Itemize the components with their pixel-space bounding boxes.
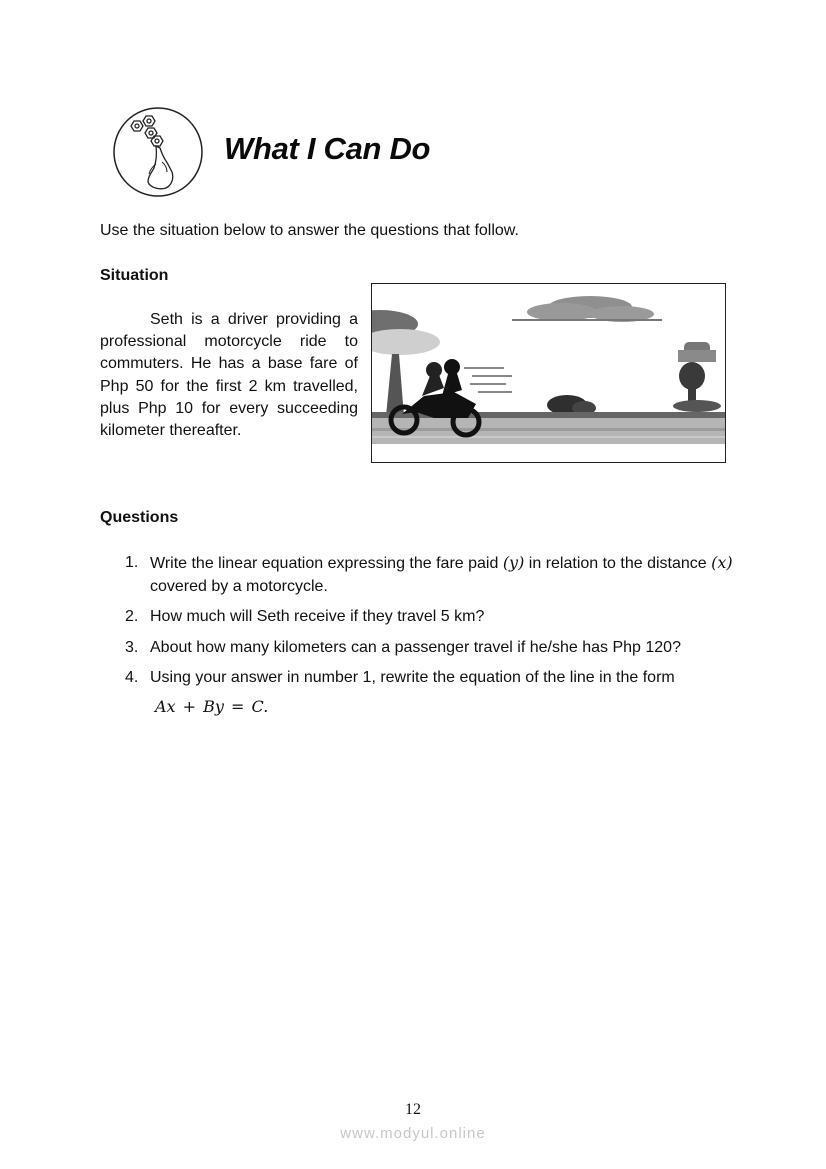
motorcycle-illustration — [371, 283, 726, 463]
question-number: 3. — [125, 638, 139, 656]
equation-form: Ax + By = C. — [155, 697, 269, 716]
question-text: About how many kilometers can a passenger travel if he/she has Php 120? — [150, 638, 681, 656]
question-item — [100, 667, 740, 690]
math-variable-y: (y) — [502, 553, 525, 572]
question-text: in relation to the distance — [524, 555, 712, 572]
watermark: www.modyul.online — [340, 1125, 486, 1142]
intro-text: Use the situation below to answer the questions that follow. — [100, 222, 519, 239]
what-i-can-do-icon — [112, 106, 204, 198]
question-item — [100, 637, 740, 660]
question-text: Using your answer in number 1, rewrite the equation of the line in the form — [150, 669, 675, 686]
question-number: 2. — [125, 608, 139, 625]
question-number: 1. — [125, 554, 139, 571]
situation-heading: Situation — [100, 267, 169, 284]
questions-list — [100, 552, 740, 698]
question-text: Write the linear equation expressing the fare paid — [150, 555, 503, 572]
page-number: 12 — [405, 1101, 421, 1118]
question-text: How much will Seth receive if they travel 5 km? — [150, 608, 485, 625]
question-item — [100, 606, 740, 629]
page-title: What I Can Do — [224, 131, 431, 166]
questions-heading: Questions — [100, 509, 179, 526]
question-number: 4. — [125, 669, 139, 686]
question-item — [100, 552, 740, 598]
question-text: covered by a motorcycle. — [150, 577, 328, 595]
situation-paragraph: Seth is a driver providing a professional motorcycle ride to commuters. He has a base fare of Php 50 for the first 2 km travelled, plus Php 10 for every succeeding kilometer thereafter. — [100, 311, 358, 440]
math-variable-x: (x) — [711, 553, 733, 572]
